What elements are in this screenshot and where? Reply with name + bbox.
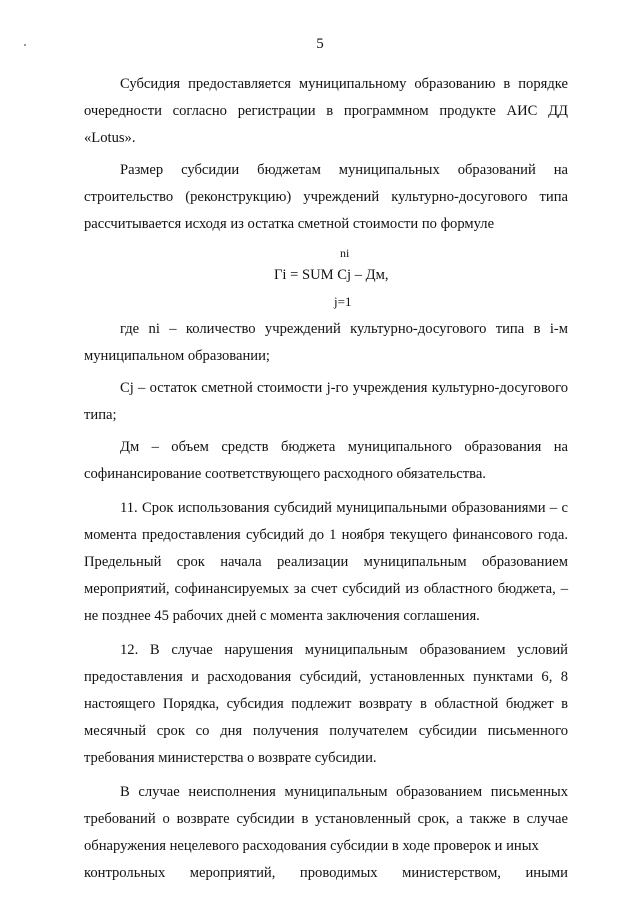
paragraph-cj-definition: Cj – остаток сметной стоимости j-го учреждения культурно-досугового типа; xyxy=(84,380,568,423)
last-line-word: министерством, xyxy=(402,865,501,881)
paragraph-subsidy-order: Субсидия предоставляется муниципальному образованию в порядке очередности согласно регистрации в программном продукте АИС ДД «Lotus». xyxy=(84,76,568,146)
formula-upper-limit: ni xyxy=(340,246,350,260)
last-line-word: мероприятий, xyxy=(189,865,276,881)
paragraph-last-line xyxy=(84,860,568,887)
paragraph-item-12: 12. В случае нарушения муниципальным образованием условий предоставления и расходования субсидий, установленных пунктами 6, 8 настоящего Порядка, субсидия подлежит возврату в областной бюджет в месячный срок со дня получения получателем субсидии письменного требования министерства о возврате субсидии. xyxy=(84,642,568,766)
paragraph-subsidy-size: Размер субсидии бюджетам муниципальных образований на строительство (реконструкцию) учреждений культурно-досугового типа рассчитывается исходя из остатка сметной стоимости по формуле xyxy=(84,162,568,232)
formula-lower-limit: j=1 xyxy=(334,294,352,309)
document-body xyxy=(84,71,568,887)
formula-expression: Гi = SUM Cj – Дм, xyxy=(274,267,389,283)
paragraph-item-11: 11. Срок использования субсидий муниципальными образованиями – с момента предоставления субсидий до 1 ноября текущего финансового года. Предельный срок начала реализации муниципальным образованием мероприятий, софинансируемых за счет субсидий из областного бюджета, – не позднее 45 рабочих дней с момента заключения соглашения. xyxy=(84,500,568,624)
last-line-word: контрольных xyxy=(84,865,166,881)
paragraph-ni-definition: где ni – количество учреждений культурно-досугового типа в i-м муниципальном образовании; xyxy=(84,321,568,364)
paragraph-dm-definition: Дм – объем средств бюджета муниципального образования на софинансирование соответствующего расходного обязательства. xyxy=(84,439,568,482)
subsidy-formula xyxy=(84,238,568,316)
page-number: 5 xyxy=(316,36,324,52)
paragraph-nonfulfillment: В случае неисполнения муниципальным образованием письменных требований о возврате субсидии в установленный срок, а также в случае обнаружения нецелевого расходования субсидии в ходе проверок и иных xyxy=(84,784,568,854)
last-line-word: иными xyxy=(525,865,568,881)
last-line-word: проводимых xyxy=(299,865,378,881)
